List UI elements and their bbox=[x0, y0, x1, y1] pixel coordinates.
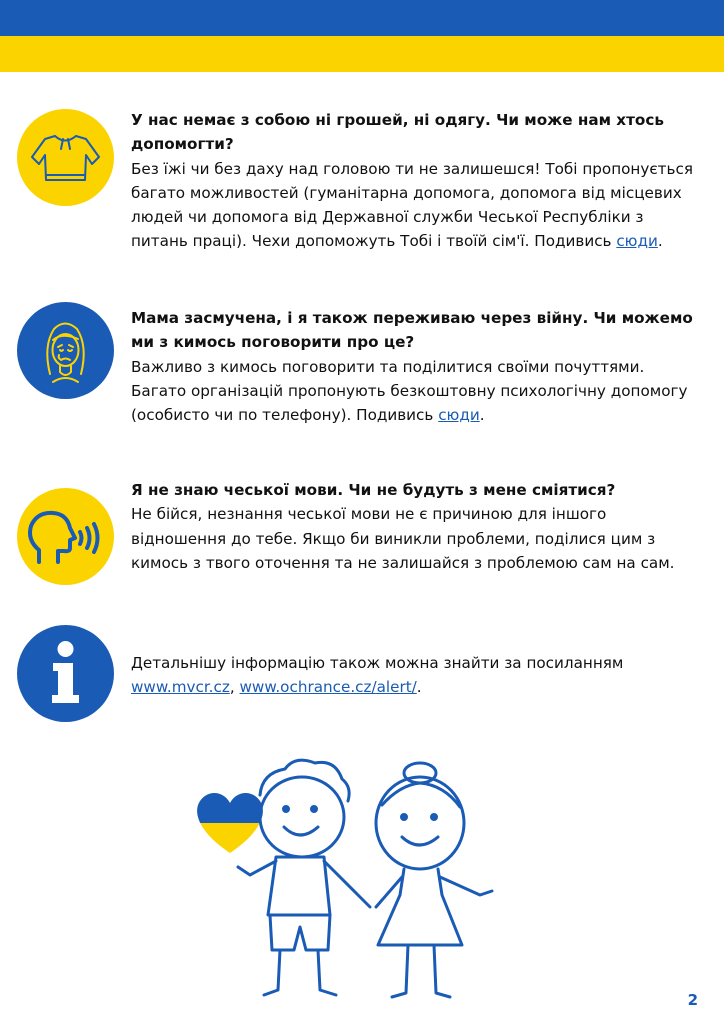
answer-language: Не бійся, незнання чеської мови не є причиною для іншого відношення до тебе. Якщо би виникли проблеми, поділися цим з кимось з твого оточення та не залишайся з проблемою сам на сам. bbox=[131, 505, 675, 572]
answer-more-info bbox=[131, 651, 701, 700]
link-here-help[interactable]: сюди bbox=[616, 232, 658, 251]
flag-blue-stripe bbox=[0, 0, 724, 36]
link-here-psychology[interactable]: сюди bbox=[438, 406, 480, 425]
speaking-head-icon bbox=[17, 488, 114, 585]
page-number: 2 bbox=[687, 991, 698, 1009]
question-language: Я не знаю чеської мови. Чи не будуть з мене сміятися? bbox=[131, 481, 616, 499]
answer-talk-about-war bbox=[131, 355, 701, 428]
sad-girl-icon bbox=[17, 302, 114, 399]
answer-suffix: . bbox=[479, 406, 485, 425]
heart-icon bbox=[190, 785, 270, 863]
answer-text: Важливо з кимось поговорити та поділитися своїми почуттями. Багато організацій пропонують безкоштовну психологічну допомогу (особисто чи по телефону). Подивись bbox=[131, 357, 688, 425]
flag-yellow-stripe bbox=[0, 36, 724, 72]
answer-suffix: . bbox=[416, 678, 422, 697]
link-separator: , bbox=[229, 678, 240, 697]
children-holding-hands-illustration bbox=[190, 745, 510, 1015]
question-money-clothes: У нас немає з собою ні грошей, ні одягу. Чи може нам хтось допомогти? bbox=[131, 111, 664, 154]
answer-suffix: . bbox=[657, 232, 663, 251]
link-mvcr[interactable]: www.mvcr.cz bbox=[131, 678, 230, 697]
sweater-icon bbox=[17, 109, 114, 206]
answer-money-clothes bbox=[131, 157, 701, 254]
info-icon bbox=[17, 625, 114, 722]
answer-text: Детальнішу інформацію також можна знайти за посиланням bbox=[131, 654, 624, 672]
question-talk-about-war: Мама засмучена, і я також переживаю через війну. Чи можемо ми з кимось поговорити про це? bbox=[131, 309, 693, 352]
answer-text: Без їжі чи без даху над головою ти не залишешся! Тобі пропонується багато можливостей (гуманітарна допомога, допомога від місцевих людей чи допомога від Державної служби Чеської Республіки з питань праці). Чехи допоможуть Тобі і твоїй сім'ї. Подивись bbox=[131, 159, 693, 251]
link-ochrance[interactable]: www.ochrance.cz/alert/ bbox=[239, 678, 417, 697]
